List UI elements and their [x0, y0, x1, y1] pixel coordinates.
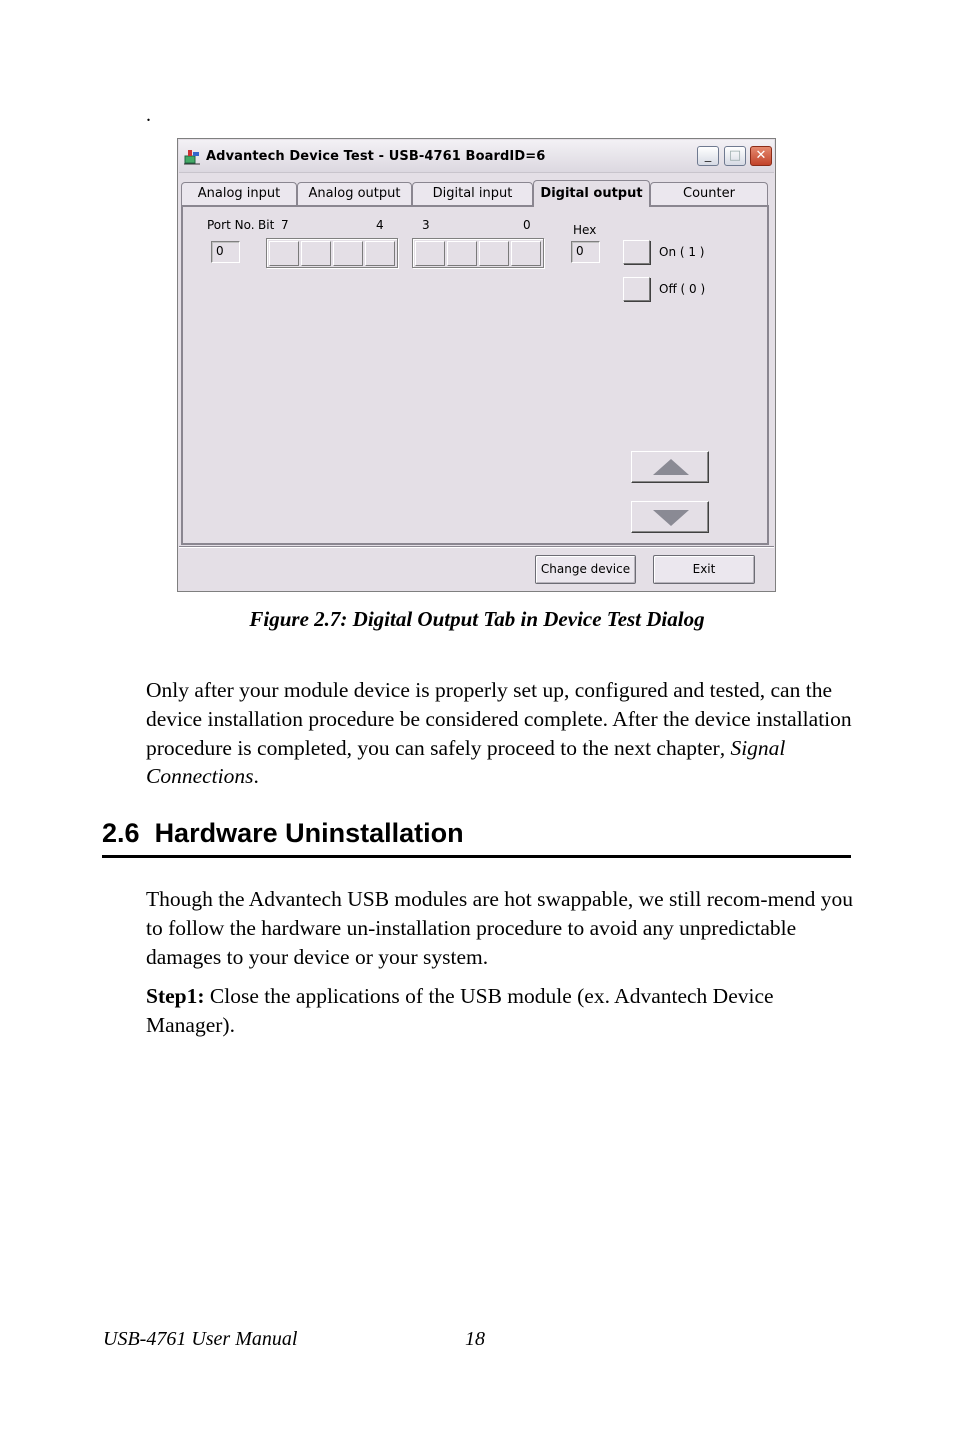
tab-digital-output[interactable]: Digital output — [533, 180, 650, 207]
stray-period: . — [146, 104, 151, 126]
app-icon — [183, 147, 201, 165]
chapter-reference: , Signal Connections — [146, 735, 786, 789]
off-legend-box — [623, 277, 650, 301]
exit-button[interactable]: Exit — [653, 555, 755, 584]
dialog-title: Advantech Device Test - USB-4761 BoardID=6 — [206, 149, 546, 164]
paragraph-installation-complete — [146, 676, 866, 791]
minimize-icon[interactable]: _ — [697, 146, 719, 166]
maximize-icon[interactable]: □ — [724, 146, 746, 166]
paragraph-hot-swappable: Though the Advantech USB modules are hot swappable, we still recom-mend you to follow the hardware un-installation procedure to avoid any unpredictable damages to your device or your system. — [146, 887, 853, 969]
bottom-separator — [179, 546, 774, 548]
close-icon[interactable]: ✕ — [750, 146, 772, 166]
step1-text: Close the applications of the USB module (ex. Advantech Device Manager). — [146, 984, 774, 1037]
bit-5-button[interactable] — [333, 241, 363, 266]
up-arrow-icon — [653, 459, 689, 475]
tab-analog-output[interactable]: Analog output — [297, 182, 412, 205]
bit-3-button[interactable] — [415, 241, 445, 266]
port-no-label: Port No. — [207, 218, 255, 232]
paragraph-step1 — [146, 982, 866, 1040]
section-rule — [102, 855, 851, 858]
bit-4-label: 4 — [376, 218, 384, 232]
bit-group-low — [412, 238, 544, 268]
section-heading — [102, 818, 464, 849]
bit-label: Bit — [258, 218, 275, 232]
bit-2-button[interactable] — [447, 241, 477, 266]
paragraph-text: Only after your module device is properly set up, configured and tested, can the device installation procedure be considered complete. After the device installation procedure is completed, you can safely proceed to the next chapter — [146, 678, 852, 760]
port-up-button[interactable] — [631, 451, 709, 483]
change-device-button[interactable]: Change device — [535, 555, 636, 584]
off-legend-label: Off ( 0 ) — [659, 282, 706, 296]
hex-label: Hex — [573, 223, 597, 237]
bit-group-high — [266, 238, 398, 268]
tab-analog-input[interactable]: Analog input — [181, 182, 297, 205]
bit-1-button[interactable] — [479, 241, 509, 266]
device-test-dialog — [177, 138, 776, 592]
down-arrow-icon — [653, 510, 689, 526]
on-legend-label: On ( 1 ) — [659, 245, 705, 259]
bit-0-button[interactable] — [511, 241, 541, 266]
footer-manual-title: USB-4761 User Manual — [103, 1328, 298, 1350]
bit-4-button[interactable] — [365, 241, 395, 266]
section-number: 2.6 — [102, 818, 140, 848]
bit-7-label: 7 — [281, 218, 289, 232]
on-legend-box — [623, 240, 650, 264]
bit-7-button[interactable] — [269, 241, 299, 266]
tab-counter[interactable]: Counter — [650, 182, 768, 205]
bit-0-label: 0 — [523, 218, 531, 232]
section-title: Hardware Uninstallation — [154, 818, 464, 848]
bit-6-button[interactable] — [301, 241, 331, 266]
port-number-field[interactable]: 0 — [211, 241, 240, 263]
bit-3-label: 3 — [422, 218, 430, 232]
tab-digital-input[interactable]: Digital input — [412, 182, 533, 205]
hex-value-field[interactable]: 0 — [571, 241, 600, 263]
figure-caption: Figure 2.7: Digital Output Tab in Device Test Dialog — [249, 607, 705, 631]
paragraph-end: . — [253, 764, 259, 789]
dialog-titlebar — [179, 140, 774, 173]
port-down-button[interactable] — [631, 501, 709, 533]
step1-label: Step1: — [146, 984, 205, 1008]
footer-page-number: 18 — [465, 1328, 485, 1350]
